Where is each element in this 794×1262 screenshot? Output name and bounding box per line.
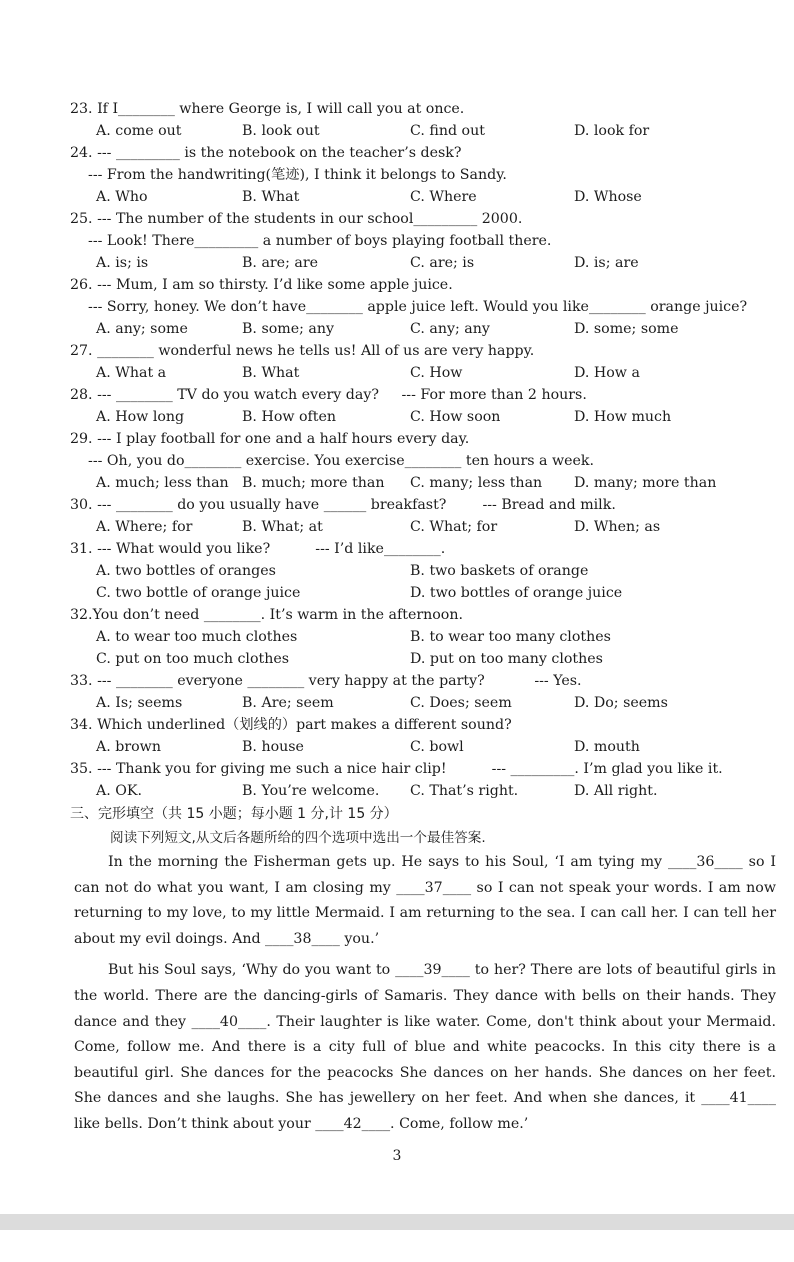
option-a: A. Who <box>96 189 148 205</box>
option-a: A. OK. <box>96 783 143 799</box>
question-28 <box>70 384 782 428</box>
option-b: B. look out <box>242 123 320 139</box>
option-a: A. How long <box>96 409 185 425</box>
option-b: B. How often <box>242 409 337 425</box>
option-c: C. What; for <box>410 519 498 535</box>
question-reply: --- From the handwriting(笔迹), I think it belongs to Sandy. <box>70 167 507 183</box>
question-stem: 32.You don’t need ________. It’s warm in the afternoon. <box>70 607 463 623</box>
question-stem: 30. --- ________ do you usually have ______ breakfast? --- Bread and milk. <box>70 497 616 513</box>
options-row <box>96 780 782 802</box>
option-c: C. How soon <box>410 409 501 425</box>
option-c: C. many; less than <box>410 475 543 491</box>
option-d: D. Whose <box>574 189 642 205</box>
option-b: B. What; at <box>242 519 323 535</box>
question-stem: 23. If I________ where George is, I will call you at once. <box>70 101 465 117</box>
option-d: D. How a <box>574 365 640 381</box>
option-c: C. are; is <box>410 255 475 271</box>
options-row <box>96 736 782 758</box>
option-d: D. is; are <box>574 255 639 271</box>
option-b: B. What <box>242 189 300 205</box>
option-c: C. find out <box>410 123 485 139</box>
option-d: D. put on too many clothes <box>410 651 603 667</box>
question-stem: 31. --- What would you like? --- I’d like________. <box>70 541 446 557</box>
bottom-strip <box>0 1214 794 1230</box>
option-b: B. You’re welcome. <box>242 783 380 799</box>
option-d: D. How much <box>574 409 672 425</box>
passage-paragraph: In the morning the Fisherman gets up. He says to his Soul, ‘I am tying my ____36____ so I can not do what you want, I am closing my ____37____ so I can not speak your words. I am now returning to my love, to my little Mermaid. I am returning to the sea. I can call her. I can tell her about my evil doings. And ____38____ you.’ <box>74 854 776 947</box>
question-stem: 27. ________ wonderful news he tells us! All of us are very happy. <box>70 343 535 359</box>
section-instruction: 阅读下列短文,从文后各题所给的四个选项中选出一个最佳答案. <box>110 830 486 846</box>
question-27 <box>70 340 782 384</box>
option-c: C. Does; seem <box>410 695 512 711</box>
option-a: A. much; less than <box>96 475 229 491</box>
option-d: D. look for <box>574 123 650 139</box>
options-row <box>96 362 782 384</box>
question-35 <box>70 758 782 802</box>
option-b: B. What <box>242 365 300 381</box>
options-row <box>96 516 782 538</box>
question-stem: 26. --- Mum, I am so thirsty. I’d like some apple juice. <box>70 277 453 293</box>
question-stem: 24. --- _________ is the notebook on the teacher’s desk? <box>70 145 462 161</box>
option-a: A. brown <box>96 739 161 755</box>
question-26 <box>70 274 782 340</box>
option-c: C. That’s right. <box>410 783 519 799</box>
option-c: C. any; any <box>410 321 490 337</box>
options-row <box>96 186 782 208</box>
question-stem: 33. --- ________ everyone ________ very happy at the party? --- Yes. <box>70 673 582 689</box>
options-row <box>96 582 782 604</box>
page-content <box>70 98 782 1138</box>
option-c: C. bowl <box>410 739 464 755</box>
question-32 <box>70 604 782 670</box>
option-a: A. to wear too much clothes <box>96 629 298 645</box>
option-a: A. Where; for <box>96 519 193 535</box>
question-stem: 34. Which underlined（划线的）part makes a different sound? <box>70 717 512 733</box>
options-row <box>96 120 782 142</box>
option-d: D. Do; seems <box>574 695 668 711</box>
option-d: D. When; as <box>574 519 661 535</box>
section-title: 三、完形填空（共 15 小题；每小题 1 分,计 15 分） <box>70 806 398 822</box>
page-number: 3 <box>392 1148 402 1164</box>
option-d: D. some; some <box>574 321 679 337</box>
option-c: C. How <box>410 365 463 381</box>
option-c: C. Where <box>410 189 477 205</box>
options-row <box>96 472 782 494</box>
option-b: B. are; are <box>242 255 319 271</box>
option-d: D. many; more than <box>574 475 717 491</box>
question-23 <box>70 98 782 142</box>
question-stem: 35. --- Thank you for giving me such a nice hair clip! --- _________. I’m glad you like it. <box>70 761 723 777</box>
option-d: D. two bottles of orange juice <box>410 585 623 601</box>
question-24 <box>70 142 782 208</box>
options-row <box>96 252 782 274</box>
option-b: B. Are; seem <box>242 695 334 711</box>
option-a: A. is; is <box>96 255 149 271</box>
question-stem: 28. --- ________ TV do you watch every day? --- For more than 2 hours. <box>70 387 587 403</box>
option-c: C. put on too much clothes <box>96 651 290 667</box>
option-b: B. much; more than <box>242 475 385 491</box>
question-33 <box>70 670 782 714</box>
question-34 <box>70 714 782 758</box>
option-d: D. mouth <box>574 739 640 755</box>
passage-paragraph: But his Soul says, ‘Why do you want to ____39____ to her? There are lots of beautiful girls in the world. There are the dancing-girls of Samaris. They dance with bells on their hands. They dance and they ____40____. Their laughter is like water. Come, don't think about your Mermaid. Come, follow me. And there is a city full of blue and white peacocks. In this city there is a beautiful girl. She dances for the peacocks She dances on her hands. She dances on her feet. She dances and she laughs. She has jewellery on her feet. And when she dances, it ____41____ like bells. Don’t think about your ____42____. Come, follow me.’ <box>74 962 776 1132</box>
question-reply: --- Oh, you do________ exercise. You exercise________ ten hours a week. <box>70 453 595 469</box>
question-25 <box>70 208 782 274</box>
options-row <box>96 560 782 582</box>
question-30 <box>70 494 782 538</box>
option-b: B. to wear too many clothes <box>410 629 611 645</box>
question-29 <box>70 428 782 494</box>
option-a: A. Is; seems <box>96 695 183 711</box>
option-b: B. house <box>242 739 304 755</box>
options-row <box>96 692 782 714</box>
options-row <box>96 648 782 670</box>
question-list-2 <box>70 670 782 802</box>
option-a: A. any; some <box>96 321 188 337</box>
question-stem: 29. --- I play football for one and a half hours every day. <box>70 431 470 447</box>
question-reply: --- Sorry, honey. We don’t have________ apple juice left. Would you like________ orange juice? <box>70 299 748 315</box>
options-row <box>96 318 782 340</box>
option-a: A. What a <box>96 365 167 381</box>
options-row <box>96 626 782 648</box>
question-31 <box>70 538 782 604</box>
question-reply: --- Look! There_________ a number of boys playing football there. <box>70 233 552 249</box>
options-row <box>96 406 782 428</box>
option-a: A. come out <box>96 123 182 139</box>
option-b: B. some; any <box>242 321 335 337</box>
question-list-1 <box>70 98 782 538</box>
option-b: B. two baskets of orange <box>410 563 589 579</box>
option-a: A. two bottles of oranges <box>96 563 276 579</box>
question-stem: 25. --- The number of the students in our school_________ 2000. <box>70 211 523 227</box>
option-d: D. All right. <box>574 783 658 799</box>
option-c: C. two bottle of orange juice <box>96 585 301 601</box>
